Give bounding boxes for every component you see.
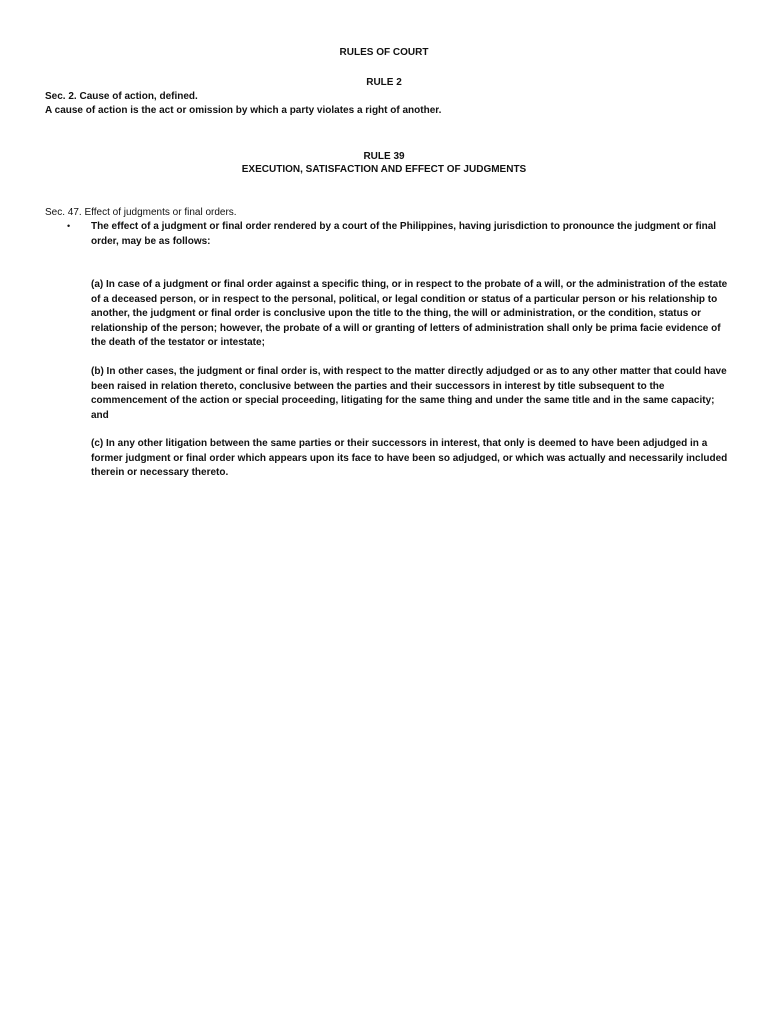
section-2-title: Sec. 2. Cause of action, defined.: [45, 91, 198, 102]
section-47-title: Sec. 47. Effect of judgments or final orders.: [45, 207, 237, 218]
paragraph-a: (a) In case of a judgment or final order against a specific thing, or in respect to the probate of a will, or the administration of the estate of a deceased person, or in respect to the personal, political, or legal condition or status of a particular person or his relationship to another, the judgment or final order is conclusive upon the title to the thing, the will or administration, or the condition, status or relationship of the person; however, the probate of a will or granting of letters of administration shall only be prima facie evidence of the death of the testator or intestate;: [91, 279, 728, 348]
paragraph-b: (b) In other cases, the judgment or final order is, with respect to the matter directly adjudged or as to any other matter that could have been raised in relation thereto, conclusive between the parties and their successors in interest by title subsequent to the commencement of the action or special proceeding, litigating for the same thing and under the same title and in the same capacity; and: [91, 366, 727, 421]
rule-39-heading: RULE 39: [363, 151, 405, 162]
document-title: RULES OF COURT: [339, 47, 429, 58]
section-2-text: A cause of action is the act or omission by which a party violates a right of another.: [45, 105, 442, 116]
paragraph-c: (c) In any other litigation between the same parties or their successors in interest, that only is deemed to have been adjudged in a former judgment or final order which appears upon its face to have been so adjudged, or which was actually and necessarily included therein or necessary thereto.: [91, 438, 728, 478]
section-47-intro: The effect of a judgment or final order rendered by a court of the Philippines, having jurisdiction to pronounce the judgment or final order, may be as follows:: [91, 221, 717, 247]
bullet-icon: •: [67, 221, 71, 231]
rule-39-subtitle: EXECUTION, SATISFACTION AND EFFECT OF JUDGMENTS: [241, 164, 527, 175]
rule-2-heading: RULE 2: [366, 77, 402, 88]
